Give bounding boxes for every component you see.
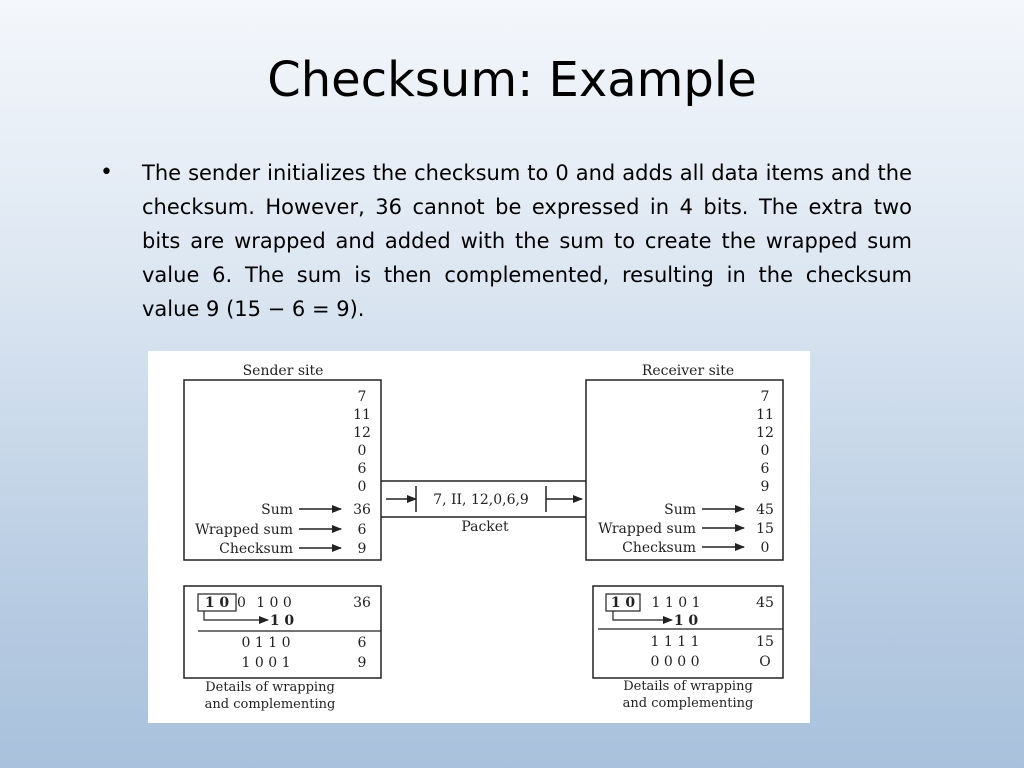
sender-carry-bits: 1 0 (204, 595, 230, 611)
sender-value: 6 (357, 461, 367, 477)
bullet-text: The sender initializes the checksum to 0 and adds all data items and the checksum. However, 36 cannot be expressed in 4 bits. The extra two bits are wrapped and added with the sum to create the wrapped sum value 6. The sum is then complemented, resulting in the checksum value 9 (15 − 6 = 9). (142, 161, 912, 321)
sender-detail-complement-value: 9 (357, 655, 367, 671)
receiver-wrapped-sum-label: Wrapped sum (598, 521, 696, 537)
packet-label: Packet (461, 519, 509, 535)
sender-wrapped-sum-value: 6 (357, 522, 367, 538)
sender-wrapped-sum-label: Wrapped sum (195, 522, 293, 538)
receiver-details (598, 594, 783, 670)
sender-values (353, 389, 371, 495)
checksum-diagram (148, 351, 810, 723)
receiver-carry-bits: 1 0 (610, 595, 636, 611)
packet-contents: 7, II, 12,0,6,9 (433, 492, 529, 508)
receiver-details-caption-line1: Details of wrapping (623, 679, 753, 694)
receiver-values (756, 389, 774, 495)
receiver-value: 11 (756, 407, 774, 423)
receiver-complement-bits: 0 0 0 0 (650, 654, 700, 670)
slide-title: Checksum: Example (267, 52, 757, 108)
bullet-marker: • (100, 160, 113, 185)
receiver-details-caption-line2: and complementing (622, 696, 754, 711)
receiver-value: 6 (760, 461, 770, 477)
receiver-value: 7 (760, 389, 770, 405)
receiver-sum-value: 45 (756, 502, 774, 518)
sender-wrap-arrow (204, 611, 268, 620)
sender-value: 12 (353, 425, 371, 441)
sender-detail-wrapped-value: 6 (357, 635, 367, 651)
receiver-summary-rows (598, 502, 774, 556)
sender-checksum-value: 9 (357, 541, 367, 557)
sender-checksum-label: Checksum (219, 541, 293, 557)
sender-details-caption-line2: and complementing (204, 697, 336, 712)
receiver-detail-complement-value: O (759, 654, 771, 670)
receiver-site-label: Receiver site (641, 363, 735, 379)
sender-complement-bits: 1 0 0 1 (241, 655, 291, 671)
receiver-checksum-label: Checksum (622, 540, 696, 556)
receiver-value: 9 (760, 479, 770, 495)
sender-sum-label: Sum (261, 502, 293, 518)
sender-value: 7 (357, 389, 367, 405)
sender-value: 0 (357, 443, 367, 459)
sender-summary-rows (195, 502, 371, 557)
receiver-value: 12 (756, 425, 774, 441)
sender-wrap-bits: 1 0 (269, 613, 295, 629)
sender-detail-sum-value: 36 (353, 595, 371, 611)
receiver-wrapped-sum-value: 15 (756, 521, 774, 537)
receiver-value: 0 (760, 443, 770, 459)
receiver-wrapped-bits: 1 1 1 1 (650, 634, 700, 650)
receiver-sum-bits: 1 1 0 1 (651, 595, 701, 611)
sender-sum-value: 36 (353, 502, 371, 518)
packet-channel (381, 481, 586, 535)
sender-carry-separator: 0 (237, 595, 246, 611)
sender-details-caption-line1: Details of wrapping (205, 680, 335, 695)
sender-value: 0 (357, 479, 367, 495)
receiver-detail-sum-value: 45 (756, 595, 774, 611)
receiver-sum-label: Sum (664, 502, 696, 518)
sender-details (198, 594, 381, 671)
sender-site-label: Sender site (242, 363, 324, 379)
sender-value: 11 (353, 407, 371, 423)
sender-sum-bits: 1 0 0 (256, 595, 292, 611)
sender-wrapped-bits: 0 1 1 0 (241, 635, 291, 651)
receiver-wrap-bits: 1 0 (673, 613, 699, 629)
receiver-checksum-value: 0 (760, 540, 770, 556)
receiver-wrap-arrow (613, 611, 672, 620)
checksum-diagram-svg (148, 351, 810, 723)
receiver-detail-wrapped-value: 15 (756, 634, 774, 650)
